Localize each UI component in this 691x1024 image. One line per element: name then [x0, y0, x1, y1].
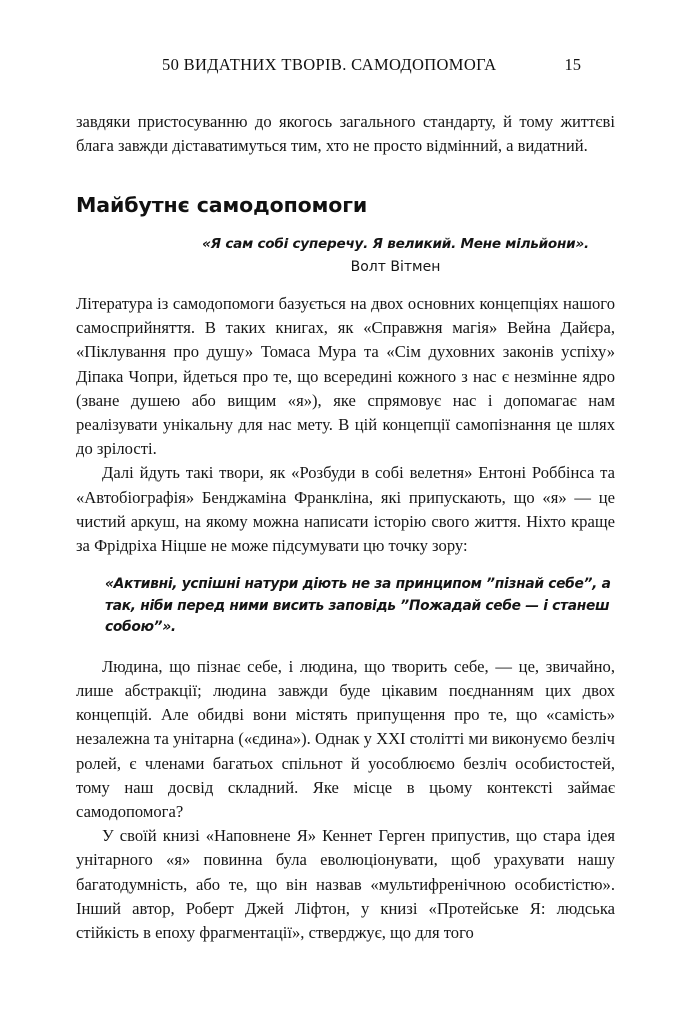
spacer-after-epigraph: [76, 278, 615, 292]
spacer-after-pull-quote: [76, 639, 615, 655]
text-column: [76, 110, 615, 945]
section-heading: Майбутнє самодопомоги: [76, 193, 368, 218]
paragraph-4: У своїй книзі «Наповнене Я» Кеннет Герген припустив, що стара ідея унітарного «я» повинна була еволюціонувати, щоб урахувати нашу багатодумність, або те, що він назвав «мультифренічною особистістю». Інший автор, Роберт Джей Ліфтон, у книзі «Протейське Я: людська стійкість в епоху фрагментації», стверджує, що для того: [76, 826, 615, 942]
paragraph-2: Далі йдуть такі твори, як «Розбуди в собі велетня» Ентоні Роббінса та «Автобіографія» Бенджаміна Франкліна, які припускають, що «я» — це чистий аркуш, на якому можна написати історію свого життя. Ніхто краще за Фрідріха Ніцше не може підсумувати цю точку зору:: [76, 463, 615, 555]
running-head: [76, 55, 615, 81]
epigraph-source: Волт Вітмен: [350, 258, 441, 275]
epigraph: [76, 235, 615, 278]
page-number: 15: [564, 55, 581, 74]
spacer-after-heading: [76, 217, 615, 235]
paragraph-continued: завдяки пристосуванню до якогось загального стандарту, й тому життєві блага завжди діставатимуться тим, хто не просто відмінний, а видатний.: [76, 112, 615, 156]
paragraph-1: Література із самодопомоги базується на двох основних концепціях нашого самосприйняття. В таких книгах, як «Справжня магія» Вейна Дайєра, «Піклування про душу» Томаса Мура та «Сім духовних законів успіху» Діпака Чопри, йдеться про те, що всередині кожного з нас є незмінне ядро (зване душею або вищим «я»), яке спрямовує нас і допомагає нам реалізувати унікальну для нас мету. В цій концепції самопізнання це шлях до зрілості.: [76, 293, 615, 459]
epigraph-quote: «Я сам собі суперечу. Я великий. Мене мільйони».: [202, 235, 589, 252]
running-head-title: 50 ВИДАТНИХ ТВОРІВ. САМОДОПОМОГА: [162, 55, 497, 74]
spacer-before-heading: [76, 158, 615, 194]
paragraph-3: Людина, що пізнає себе, і людина, що творить себе, — це, звичайно, лише абстракції; людина завжди буде цікавим поєднанням цих двох концепцій. Але обидві вони містять припущення про те, що «самість» незалежна та унітарна («єдина»). Однак у XXI столітті ми виконуємо безліч ролей, є членами багатьох спільнот й уособлюємо безліч особистостей, тому наш досвід складний. Яке місце в цьому контексті займає самодопомога?: [76, 656, 615, 821]
spacer-before-pull-quote: [76, 558, 615, 574]
pull-quote: «Активні, успішні натури діють не за принципом ”пізнай себе”, а так, ніби перед ними висить заповідь ”Пожадай себе — і станеш собою”».: [105, 576, 611, 636]
